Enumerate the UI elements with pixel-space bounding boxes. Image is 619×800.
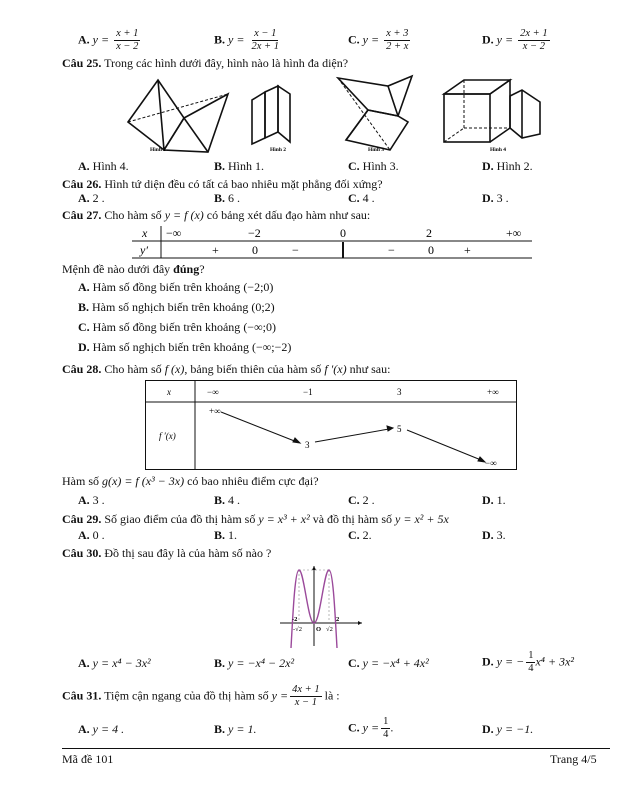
q30-label-neg2: -2 [292,616,298,623]
q27-sign-4: + [464,243,471,257]
q24-option-c: C. y = $\frac{x + 3}{2 + x}$ [348,28,409,52]
q26-option-d: D. 3 . [482,191,509,205]
q26-option-c: C. 4 . [348,191,375,205]
q29-option-a: A. 0 . [78,528,105,542]
q28-x-neginf: −∞ [207,387,219,397]
figure-4-caption: Hình 4 [490,147,507,153]
q24-option-a: A. y = $\frac{x + 1}{x - 2}$ [78,28,139,52]
q30-label-negsqrt2: -√2 [293,626,302,633]
q28-x-label: x [167,387,171,397]
q31-stem: Câu 31. Tiệm cận ngang của đồ thị hàm số y = $\frac{4x + 1}{x - 1}$ là : [62,684,340,708]
q28-option-b: B. 4 . [214,493,241,507]
footer-exam-code: Mã đề 101 [62,752,114,766]
q27-sign-table [132,224,532,260]
q31-option-a: A. y = 4 . [78,722,125,736]
q27-sign-2: − [292,243,299,257]
q30-option-a: A. y = x⁴ − 3x² [78,656,151,670]
figure-2 [252,86,290,144]
q25-option-c: C. Hình 3. [348,159,399,173]
q29-option-b: B. 1. [214,528,238,542]
q25-option-b: B. Hình 1. [214,159,265,173]
q30-label-origin: O [316,626,322,633]
q28-x-neg1: −1 [303,387,313,397]
q27-option-a: A. Hàm số đồng biến trên khoảng (−2;0) [78,280,274,294]
q30-stem: Câu 30. Đồ thị sau đây là của hàm số nào ? [62,546,272,560]
q31-option-d: D. y = −1. [482,722,534,736]
q27-option-b: B. Hàm số nghịch biến trên khoảng (0;2) [78,300,275,314]
q30-label-sqrt2: √2 [326,626,333,633]
q28-f-5: 5 [397,424,402,434]
q25-stem: Câu 25. Trong các hình dưới đây, hình nào là hình đa diện? [62,56,349,70]
q27-prompt: Mệnh đề nào dưới đây đúng? [62,262,205,276]
q27-sign-3: − [388,243,395,257]
q27-x-neg2: −2 [248,226,261,240]
q27-x-0: 0 [340,226,346,240]
q29-option-c: C. 2. [348,528,372,542]
q30-options [0,650,619,676]
q28-option-c: C. 2 . [348,493,375,507]
figure-1-caption: Hình 1 [150,147,167,153]
figure-3-caption: Hình 3 [368,147,385,153]
q27-sign-zero-2: 0 [428,243,434,257]
q27-yprime-label: y′ [140,243,148,257]
q24-options [0,28,619,52]
figure-4 [444,80,540,142]
q28-f-posinf: +∞ [209,406,221,416]
q26-option-b: B. 6 . [214,191,241,205]
q25-options [0,159,619,179]
figure-2-caption: Hình 2 [270,147,287,153]
q28-question: Hàm số g(x) = f (x³ − 3x) có bao nhiêu điểm cực đại? [62,474,319,488]
q27-sign-zero-1: 0 [252,243,258,257]
footer-page-number: Trang 4/5 [550,752,597,766]
q27-option-d: D. Hàm số nghịch biến trên khoảng (−∞;−2) [78,340,292,354]
q27-x-label: x [142,226,148,240]
q28-x-3: 3 [397,387,402,397]
q28-f-3: 3 [305,440,310,450]
q30-label-2: 2 [336,616,340,623]
q28-fprime-label: f ′(x) [159,431,176,441]
figure-1 [128,80,228,152]
q24-option-d: D. y = $\frac{2x + 1}{x - 2}$ [482,28,548,52]
q30-graph [276,562,366,648]
q27-x-2: 2 [426,226,432,240]
q30-option-b: B. y = −x⁴ − 2x² [214,656,295,670]
q31-option-b: B. y = 1. [214,722,257,736]
q28-variation-table [145,380,517,470]
q30-option-c: C. y = −x⁴ + 4x² [348,656,429,670]
q27-option-c: C. Hàm số đồng biến trên khoảng (−∞;0) [78,320,276,334]
q27-x-neginf: −∞ [166,226,182,240]
q31-option-c: C. y = $\frac{1}{4}$ . [348,716,394,740]
q28-stem: Câu 28. Cho hàm số f (x), bảng biến thiên của hàm số f ′(x) như sau: [62,362,391,376]
q27-stem: Câu 27. Cho hàm số y = f (x) có bảng xét dấu đạo hàm như sau: [62,208,371,222]
q25-option-d: D. Hình 2. [482,159,533,173]
q31-options [0,716,619,742]
q27-x-posinf: +∞ [506,226,522,240]
q27-sign-1: + [212,243,219,257]
q28-x-posinf: +∞ [487,387,499,397]
q26-stem: Câu 26. Hình tứ diện đều có tất cả bao nhiêu mặt phẳng đối xứng? [62,177,383,191]
footer-rule [62,748,610,749]
q28-options [0,493,619,513]
q24-option-b: B. y = $\frac{x - 1}{2x + 1}$ [214,28,279,52]
q29-stem: Câu 29. Số giao điểm của đồ thị hàm số y = x³ + x² và đồ thị hàm số y = x² + 5x [62,512,449,526]
q25-figures [120,72,560,162]
q28-f-neginf: −∞ [485,458,497,468]
figure-3 [338,76,412,150]
q29-options [0,528,619,548]
q26-option-a: A. 2 . [78,191,105,205]
q28-option-d: D. 1. [482,493,506,507]
q25-option-a: A. Hình 4. [78,159,129,173]
q28-option-a: A. 3 . [78,493,105,507]
q30-option-d: D. y = − $\frac{1}{4}$ x⁴ + 3x² [482,650,574,674]
q29-option-d: D. 3. [482,528,506,542]
